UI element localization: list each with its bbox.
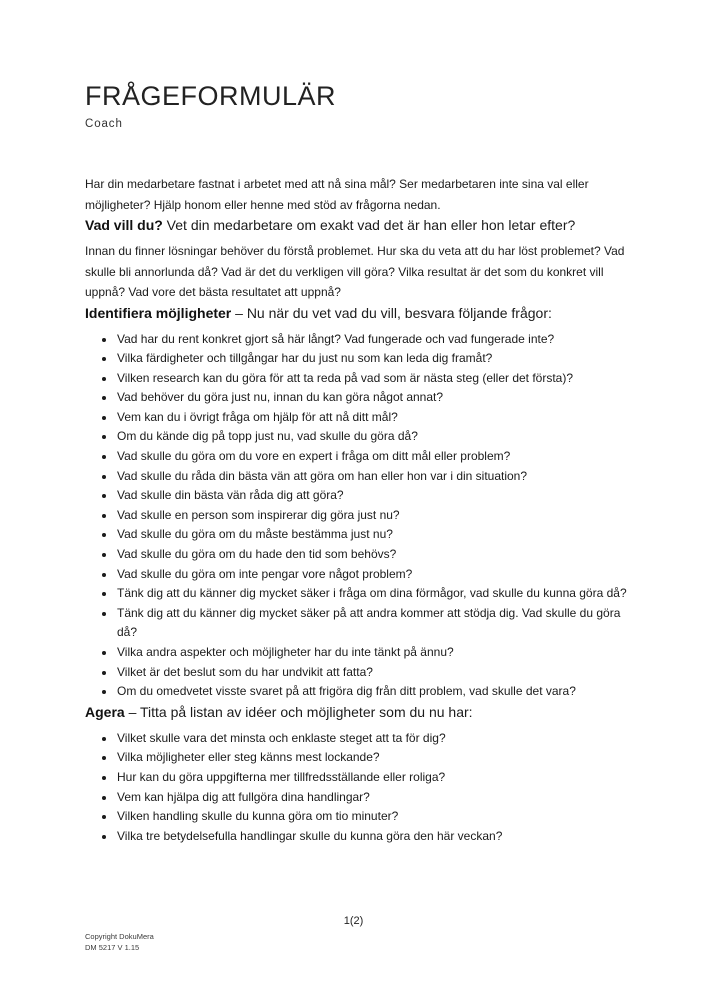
bullet-item: • Vad skulle du göra om inte pengar vore något problem? [116,565,641,585]
section-heading-rest: – Nu när du vet vad du vill, besvara följande frågor: [231,304,552,321]
section-heading-bold: Agera [85,703,125,720]
bullet-item: • Vilka färdigheter och tillgångar har du just nu som kan leda dig framåt? [116,349,641,369]
bullet-item: • Tänk dig att du känner dig mycket säker på att andra kommer att stödja dig. Vad skulle du göra då? [116,604,641,643]
bullet-item: • Om du kände dig på topp just nu, vad skulle du göra då? [116,427,641,447]
bullet-item: • Hur kan du göra uppgifterna mer tillfredsställande eller roliga? [116,768,641,788]
bullet-item: • Tänk dig att du känner dig mycket säker i fråga om dina förmågor, vad skulle du kunna göra då? [116,584,641,604]
bullet-item: • Vilket är det beslut som du har undvikit att fatta? [116,663,641,683]
copyright-notice [85,932,154,953]
section-body-what-do-you-want: Innan du finner lösningar behöver du förstå problemet. Hur ska du veta att du har löst problemet? Vad skulle bli annorlunda då? Vad är det du verkligen vill göra? Vilka resultat är det som du konkret vill uppnå? Vad vore det bästa resultatet att uppnå? [85,244,625,299]
bullet-item: • Vad har du rent konkret gjort så här långt? Vad fungerade och vad fungerade inte? [116,330,641,350]
bullet-item: • Vad skulle du göra om du vore en expert i fråga om ditt mål eller problem? [116,447,641,467]
bullet-item: • Vad skulle en person som inspirerar dig göra just nu? [116,506,641,526]
section-heading-rest: Vet din medarbetare om exakt vad det är han eller hon letar efter? [162,217,576,233]
section-heading-identify-possibilities [85,303,641,323]
bullet-item: • Vilka andra aspekter och möjligheter har du inte tänkt på ännu? [116,643,641,663]
bullet-item: • Vad skulle din bästa vän råda dig att göra? [116,486,641,506]
intro-paragraph: Har din medarbetare fastnat i arbetet med att nå sina mål? Ser medarbetaren inte sina val eller möjligheter? Hjälp honom eller henne med stöd av frågorna nedan. [85,177,589,212]
section-heading-what-do-you-want [85,215,641,235]
bullet-item: • Vilka möjligheter eller steg känns mest lockande? [116,748,641,768]
bullet-item: • Vilken handling skulle du kunna göra om tio minuter? [116,807,641,827]
bullet-item: • Vilket skulle vara det minsta och enklaste steget att ta för dig? [116,729,641,749]
bullet-item: • Vilka tre betydelsefulla handlingar skulle du kunna göra den här veckan? [116,827,641,847]
copyright-line: Copyright DokuMera [85,932,154,941]
bullet-item: • Vad skulle du göra om du måste bestämma just nu? [116,525,641,545]
bullet-item: • Vad behöver du göra just nu, innan du kan göra något annat? [116,388,641,408]
bullet-item: • Vem kan du i övrigt fråga om hjälp för att nå ditt mål? [116,408,641,428]
identify-possibilities-bullet-list [85,330,641,702]
page-subtitle: Coach [85,118,123,130]
act-bullet-list [85,729,641,847]
section-heading-bold: Vad vill du? [85,217,163,233]
bullet-item: • Vem kan hjälpa dig att fullgöra dina handlingar? [116,788,641,808]
bullet-item: • Om du omedvetet visste svaret på att frigöra dig från ditt problem, vad skulle det vara? [116,682,641,702]
section-heading-act [85,702,641,722]
section-heading-rest: – Titta på listan av idéer och möjligheter som du nu har: [124,703,473,720]
bullet-item: • Vilken research kan du göra för att ta reda på vad som är nästa steg (eller det första)? [116,369,641,389]
bullet-item: • Vad skulle du råda din bästa vän att göra om han eller hon var i din situation? [116,467,641,487]
document-version: DM 5217 V 1.15 [85,942,140,952]
document-content [85,0,641,846]
page-number: 1(2) [343,915,364,927]
bullet-item: • Vad skulle du göra om du hade den tid som behövs? [116,545,641,565]
page-title: FRÅGEFORMULÄR [85,81,337,111]
section-heading-bold: Identifiera möjligheter [85,304,232,321]
